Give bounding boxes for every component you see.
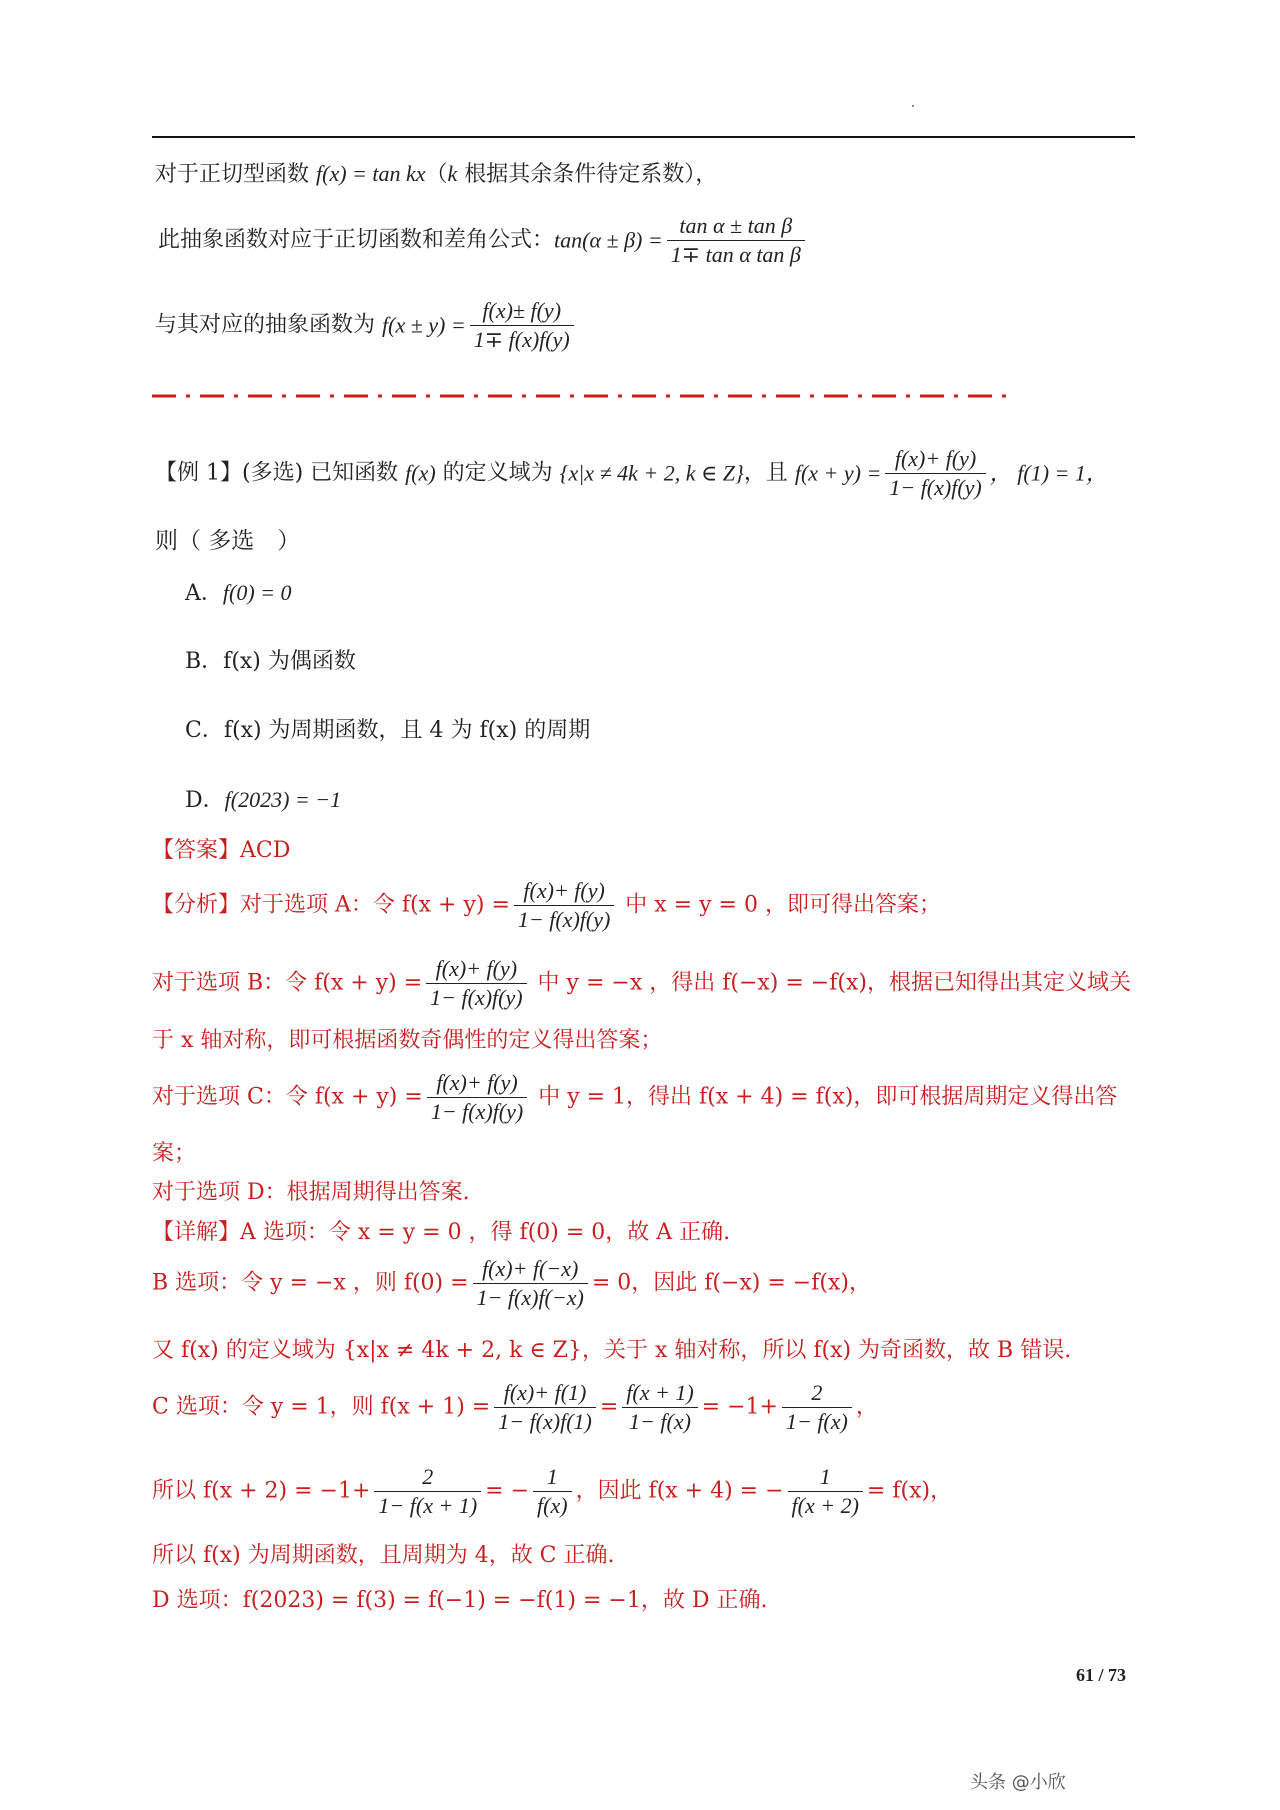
dash-dot-divider [152,393,1010,399]
detail-c-fraction-2: $\frac{f(x + 1)}{1- f(x)}$ [622,1382,697,1433]
detail-b: B 选项：令 y = −x ，则 f(0) = $\frac{f(x)+ f(-x)}{1- f(x)f(-x)}$ = 0，因此 f(−x) = −f(x)， [152,1256,871,1310]
answer-line: 【答案】ACD [152,838,291,863]
analysis-b-cont: 于 x 轴对称，即可根据函数奇偶性的定义得出答案； [152,1028,663,1053]
option-d: D．f(2023) = −1 [185,787,342,813]
detail-c2-fraction-1: $\frac{2}{1- f(x + 1)}$ [374,1466,481,1517]
analysis-a-fraction: $\frac{f(x)+ f(y)}{1- f(x)f(y)}$ [514,880,614,931]
intro-line-2: 此抽象函数对应于正切函数和差角公式：tan(α ± β) = $\frac{\text{tan α ± tan β}}{\text{1∓ tan α tan β}}$ [158,215,809,266]
detail-c2-fraction-2: $\frac{1}{f(x)}$ [533,1466,572,1517]
analysis-a: 【分析】对于选项 A：令 f(x + y) = $\frac{f(x)+ f(y)}{1- f(x)f(y)}$ 中 x = y = 0 ，即可得出答案； [152,878,941,932]
tan-formula-fraction: $\frac{\text{tan α ± tan β}}{\text{1∓ tan α tan β}}$ [667,215,805,266]
example-condition-fraction: $\frac{f(x)+ f(y)}{1- f(x)f(y)}$ [885,448,985,499]
detail-b-fraction: $\frac{f(x)+ f(-x)}{1- f(x)f(-x)}$ [473,1258,588,1309]
option-a: A．f(0) = 0 [185,580,292,606]
abstract-formula-fraction: $\frac{f(x)\pm f(y)}{1\mp f(x)f(y)}$ [470,300,574,351]
option-b: B．f(x) 为偶函数 [185,649,356,674]
analysis-c-cont: 案； [152,1141,197,1166]
intro-line-3: 与其对应的抽象函数为 f(x ± y) = $\frac{f(x)\pm f(y)}{1\mp f(x)f(y)}$ [155,300,578,351]
analysis-d: 对于选项 D：根据周期得出答案. [152,1180,470,1205]
header-rule [152,136,1135,138]
intro-line-1: 对于正切型函数 f(x) = tan kx（k 根据其余条件待定系数）， [155,161,718,187]
detail-a: 【详解】A 选项：令 x = y = 0 ，得 f(0) = 0，故 A 正确. [152,1220,731,1245]
watermark: 头条 @小欣 [970,1772,1066,1793]
analysis-b: 对于选项 B：令 f(x + y) = $\frac{f(x)+ f(y)}{1- f(x)f(y)}$ 中 y = −x ，得出 f(−x) = −f(x)，根据已知得出其定义域关 [152,956,1131,1010]
analysis-c: 对于选项 C：令 f(x + y) = $\frac{f(x)+ f(y)}{1- f(x)f(y)}$ 中 y = 1，得出 f(x + 4) = f(x)，即可根据周期定义得出答 [152,1070,1118,1124]
detail-c-fraction-1: $\frac{f(x)+ f(1)}{1- f(x)f(1)}$ [494,1382,596,1433]
stray-dot [912,105,914,107]
detail-c-3: 所以 f(x) 为周期函数，且周期为 4，故 C 正确. [152,1543,615,1568]
example-then: 则（ 多选 ） [155,528,301,554]
analysis-c-fraction: $\frac{f(x)+ f(y)}{1- f(x)f(y)}$ [427,1072,527,1123]
detail-c2-fraction-3: $\frac{1}{f(x + 2)}$ [788,1466,863,1517]
page-number: 61 / 73 [1076,1665,1127,1685]
detail-c-2: 所以 f(x + 2) = −1+ $\frac{2}{1- f(x + 1)}$ = − $\frac{1}{f(x)}$ ，因此 f(x + 4) = − $\frac{1}{f(x + 2)}$ = f(x)， [152,1464,953,1518]
detail-c: C 选项：令 y = 1，则 f(x + 1) = $\frac{f(x)+ f(1)}{1- f(x)f(1)}$ = $\frac{f(x + 1)}{1- f(x)}$ = −1+ $\frac{2}{1- f(x)}$ ， [152,1380,878,1434]
detail-c-fraction-3: $\frac{2}{1- f(x)}$ [782,1382,852,1433]
detail-b-2: 又 f(x) 的定义域为 {x|x ≠ 4k + 2, k ∈ Z}，关于 x 轴对称，所以 f(x) 为奇函数，故 B 错误. [152,1338,1072,1363]
analysis-b-fraction: $\frac{f(x)+ f(y)}{1- f(x)f(y)}$ [426,958,526,1009]
example-statement: 【例 1】(多选) 已知函数 f(x) 的定义域为 {x|x ≠ 4k + 2, k ∈ Z}，且 f(x + y) = $\frac{f(x)+ f(y)}{1- f(x)f(y)}$ ， f(1) = 1， [155,446,1108,500]
detail-d: D 选项：f(2023) = f(3) = f(−1) = −f(1) = −1，故 D 正确. [152,1588,768,1613]
option-c: C．f(x) 为周期函数，且 4 为 f(x) 的周期 [185,718,591,743]
